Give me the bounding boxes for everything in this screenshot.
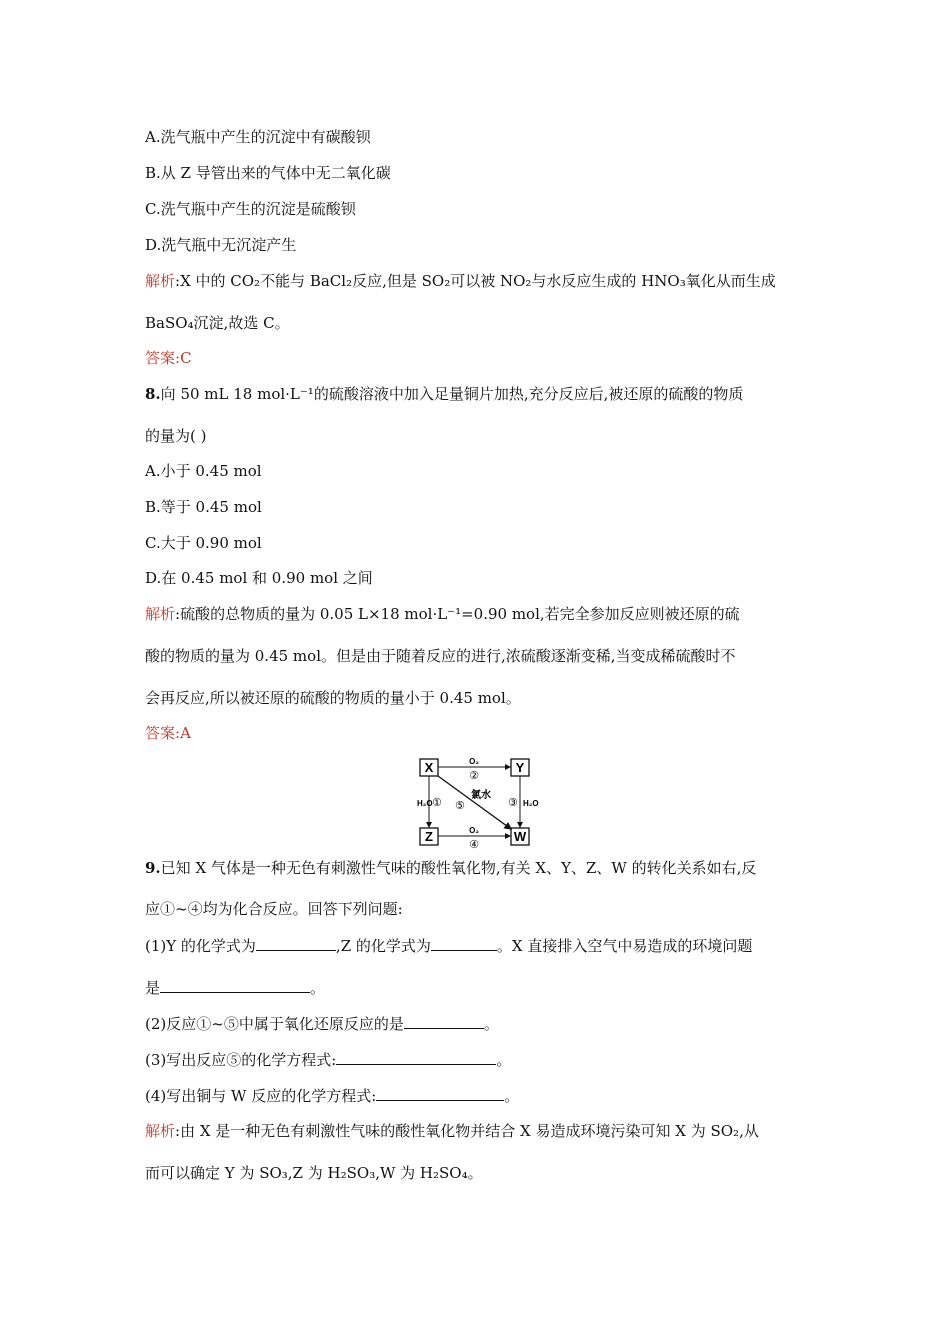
q9-part4-b: 。 — [504, 1087, 520, 1105]
q9-part2-a: (2)反应①~⑤中属于氧化还原反应的是 — [145, 1015, 404, 1033]
analysis-label: 解析 — [145, 605, 176, 623]
q8-answer-value: :A — [175, 724, 191, 742]
q7-option-d: D.洗气瓶中无沉淀产生 — [145, 236, 297, 254]
q8-answer — [145, 723, 191, 743]
answer-blank-z[interactable] — [431, 935, 497, 951]
node-x: X — [424, 760, 434, 775]
node-z: Z — [425, 829, 433, 844]
q9-part2-b: 。 — [483, 1015, 499, 1033]
q9-part1-c: 。X 直接排入空气中易造成的环境问题 — [496, 937, 753, 955]
arrow-x-w — [438, 776, 511, 829]
q7-option-c: C.洗气瓶中产生的沉淀是硫酸钡 — [145, 200, 356, 218]
analysis-label: 解析 — [145, 272, 176, 290]
answer-blank-redox[interactable] — [404, 1013, 484, 1029]
q9-number: 9. — [145, 859, 161, 877]
q9-part1-a: (1)Y 的化学式为 — [145, 937, 256, 955]
conversion-diagram — [415, 755, 550, 850]
answer-label: 答案 — [145, 724, 176, 742]
right-reagent: H₂O — [523, 799, 539, 808]
q9-part-1 — [145, 935, 752, 956]
q8-analysis-text-2: 酸的物质的量为 0.45 mol。但是由于随着反应的进行,浓硫酸逐渐变稀,当变成稀硫酸时不 — [145, 647, 736, 665]
diag-reagent: 氯水 — [471, 790, 491, 801]
left-reagent: H₂O — [417, 799, 433, 808]
q9-analysis-text-2: 而可以确定 Y 为 SO₃,Z 为 H₂SO₃,W 为 H₂SO₄。 — [145, 1164, 483, 1182]
diag-step: ⑤ — [455, 799, 465, 812]
q9-part4-a: (4)写出铜与 W 反应的化学方程式: — [145, 1087, 377, 1105]
q8-option-d: D.在 0.45 mol 和 0.90 mol 之间 — [145, 569, 373, 587]
answer-label: 答案 — [145, 349, 176, 367]
bottom-step: ④ — [469, 838, 479, 850]
q7-answer — [145, 348, 192, 368]
node-y: Y — [515, 760, 525, 775]
q9-part-3 — [145, 1049, 511, 1070]
answer-blank-environment[interactable] — [160, 977, 310, 993]
q9-part1-d: 是 — [145, 979, 161, 997]
q9-analysis — [145, 1121, 759, 1141]
q9-part1-e: 。 — [310, 979, 326, 997]
q7-analysis-text-1: :X 中的 CO₂不能与 BaCl₂反应,但是 SO₂可以被 NO₂与水反应生成的 HNO₃氧化从而生成 — [175, 272, 776, 290]
q9-stem-2: 应①~④均为化合反应。回答下列问题: — [145, 900, 403, 918]
q7-analysis-text-2: BaSO₄沉淀,故选 C。 — [145, 314, 290, 332]
q9-part3-b: 。 — [496, 1051, 512, 1069]
q9-analysis-text-1: :由 X 是一种无色有刺激性气味的酸性氧化物并结合 X 易造成环境污染可知 X 为 SO₂,从 — [175, 1122, 759, 1140]
q8-option-c: C.大于 0.90 mol — [145, 534, 262, 552]
q9-part-4 — [145, 1085, 519, 1106]
q8-analysis-text-3: 会再反应,所以被还原的硫酸的物质的量小于 0.45 mol。 — [145, 689, 521, 707]
left-step: ① — [432, 796, 442, 809]
q8-stem-2: 的量为( ) — [145, 427, 207, 445]
q8-stem-1: 向 50 mL 18 mol·L⁻¹的硫酸溶液中加入足量铜片加热,充分反应后,被还原的硫酸的物质 — [160, 385, 744, 403]
right-step: ③ — [508, 796, 518, 809]
q7-option-b: B.从 Z 导管出来的气体中无二氧化碳 — [145, 164, 391, 182]
bottom-reagent: O₂ — [469, 826, 479, 835]
answer-blank-copper-equation[interactable] — [376, 1085, 504, 1101]
answer-blank-equation-5[interactable] — [336, 1049, 496, 1065]
top-step: ② — [469, 769, 479, 782]
q8-number: 8. — [145, 385, 161, 403]
q8-option-b: B.等于 0.45 mol — [145, 498, 262, 516]
q8-analysis — [145, 604, 740, 624]
q8-analysis-text-1: :硫酸的总物质的量为 0.05 L×18 mol·L⁻¹=0.90 mol,若完全参加反应则被还原的硫 — [175, 605, 740, 623]
q7-option-a: A.洗气瓶中产生的沉淀中有碳酸钡 — [145, 128, 371, 146]
analysis-label: 解析 — [145, 1122, 176, 1140]
answer-blank-y[interactable] — [256, 935, 336, 951]
q9-stem-1: 已知 X 气体是一种无色有刺激性气味的酸性氧化物,有关 X、Y、Z、W 的转化关系如右,反 — [160, 859, 757, 877]
q8-option-a: A.小于 0.45 mol — [145, 462, 262, 480]
node-w: W — [513, 829, 527, 844]
q9-part-2 — [145, 1013, 499, 1034]
top-reagent: O₂ — [469, 757, 479, 766]
q7-analysis — [145, 271, 776, 291]
q9-part1-b: ,Z 的化学式为 — [335, 937, 431, 955]
q9-part3-a: (3)写出反应⑤的化学方程式: — [145, 1051, 337, 1069]
q8-stem — [145, 384, 743, 404]
q9-stem — [145, 858, 756, 878]
q9-part-1-cont — [145, 977, 325, 998]
q7-answer-value: :C — [175, 349, 192, 367]
